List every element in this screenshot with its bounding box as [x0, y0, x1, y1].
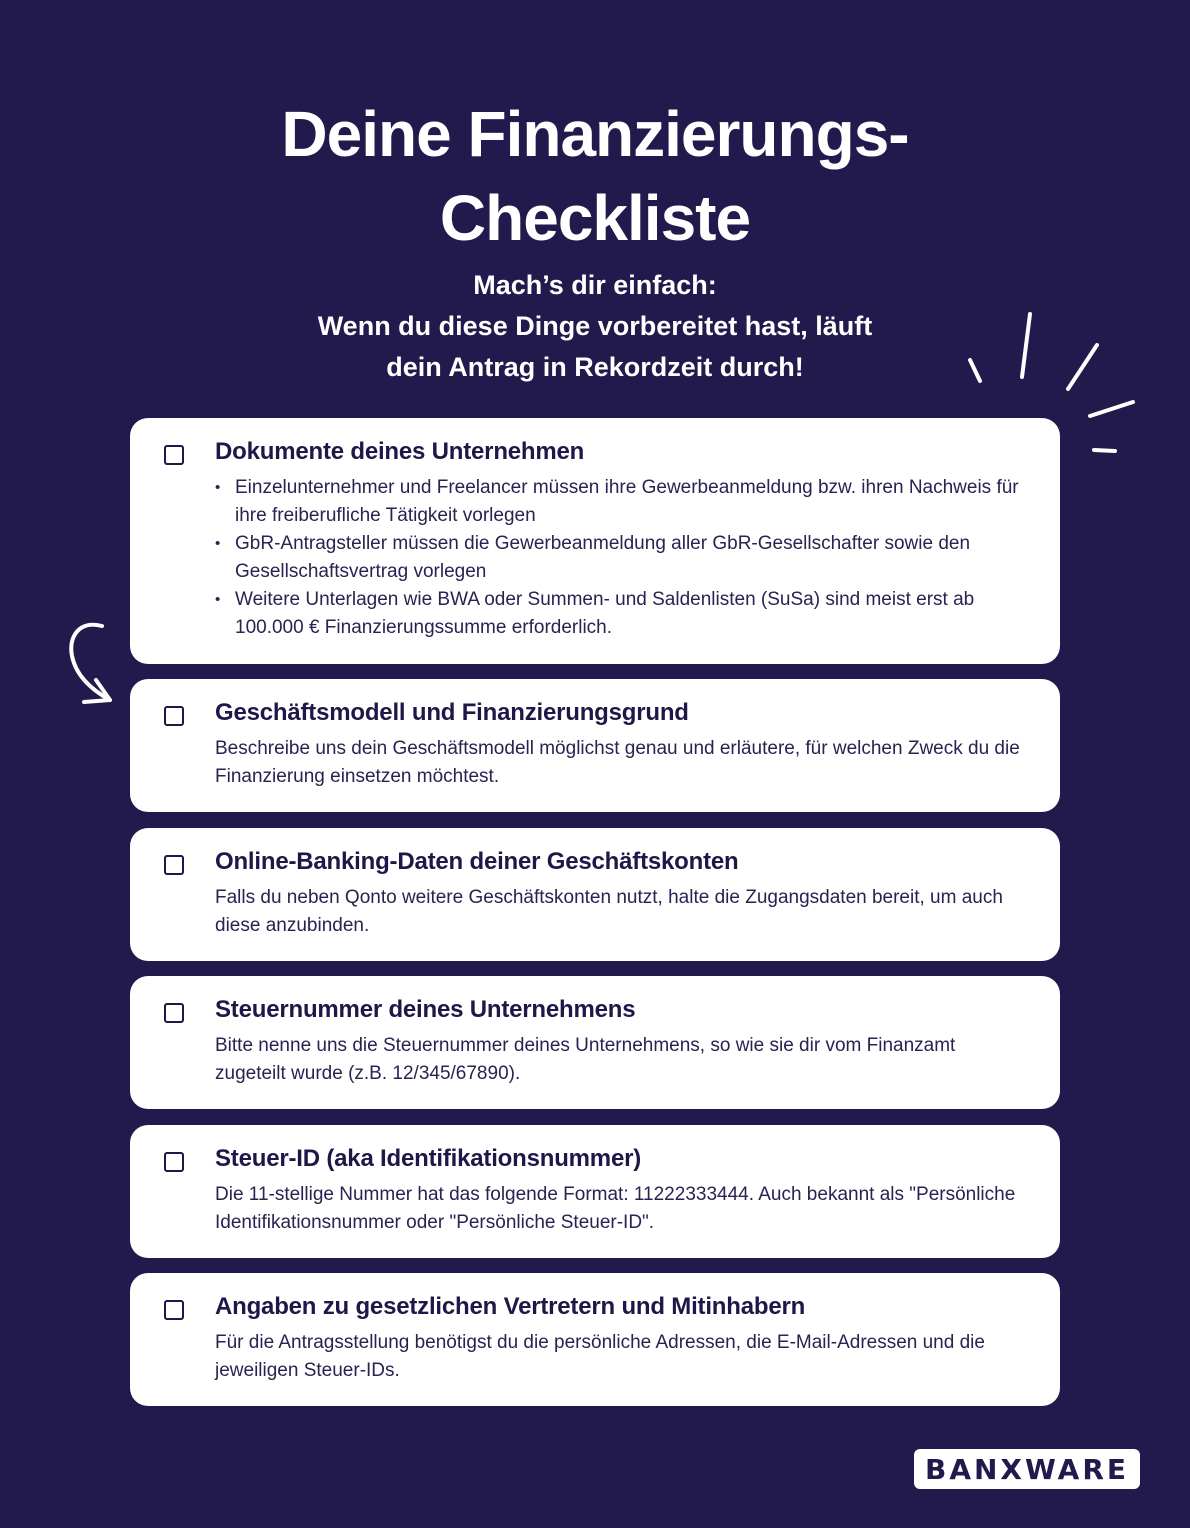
item-title-online-banking: Online-Banking-Daten deiner Geschäftskonten: [215, 848, 739, 875]
checkbox-online-banking[interactable]: [164, 855, 184, 875]
checklist-item-online-banking: [130, 828, 1060, 961]
checklist-item-tax-id: [130, 1125, 1060, 1258]
checklist-item-tax-number: [130, 976, 1060, 1109]
checkbox-tax-number[interactable]: [164, 1003, 184, 1023]
item-title-tax-id: Steuer-ID (aka Identifikationsnummer): [215, 1145, 642, 1172]
checklist-item-business-model: [130, 679, 1060, 812]
checkbox-business-model[interactable]: [164, 706, 184, 726]
checkbox-tax-id[interactable]: [164, 1152, 184, 1172]
item-title-representatives: Angaben zu gesetzlichen Vertretern und Mitinhabern: [215, 1293, 806, 1320]
checklist-item-representatives: [130, 1273, 1060, 1406]
subtitle-line-2: Wenn du diese Dinge vorbereitet hast, läuft: [317, 311, 873, 341]
item-text-online-banking: Falls du neben Qonto weitere Geschäftskonten nutzt, halte die Zugangsdaten bereit, um auch diese anzubinden.: [215, 887, 1003, 936]
bullet-item: • Weitere Unterlagen wie BWA oder Summen- und Saldenlisten (SuSa) sind meist erst ab 100.000 € Finanzierungssumme erforderlich.: [215, 586, 1020, 642]
item-title-documents: Dokumente deines Unternehmen: [215, 438, 585, 465]
curved-arrow-icon: [62, 618, 122, 708]
item-text-tax-id: Die 11-stellige Nummer hat das folgende Format: 11222333444. Auch bekannt als "Persönliche Identifikationsnummer oder "Persönliche Steuer-ID".: [215, 1184, 1016, 1233]
item-bullets-documents: [215, 474, 1020, 642]
bullet-item: • Einzelunternehmer und Freelancer müssen ihre Gewerbeanmeldung bzw. ihren Nachweis für ihre freiberufliche Tätigkeit vorlegen: [215, 474, 1020, 530]
page-title-line-1: Deine Finanzierungs-: [281, 98, 909, 170]
item-text-representatives: Für die Antragsstellung benötigst du die persönliche Adressen, die E-Mail-Adressen und die jeweiligen Steuer-IDs.: [215, 1332, 985, 1381]
item-title-tax-number: Steuernummer deines Unternehmens: [215, 996, 636, 1023]
subtitle-line-3: dein Antrag in Rekordzeit durch!: [386, 352, 804, 382]
item-text-business-model: Beschreibe uns dein Geschäftsmodell möglichst genau und erläutere, für welchen Zweck du die Finanzierung einsetzen möchtest.: [215, 738, 1020, 787]
item-title-business-model: Geschäftsmodell und Finanzierungsgrund: [215, 699, 689, 726]
logo-text: BANXWARE: [914, 1449, 1140, 1489]
banxware-logo: [914, 1449, 1140, 1489]
checkbox-documents[interactable]: [164, 445, 184, 465]
checklist-item-documents: [130, 418, 1060, 664]
page-title-line-2: Checkliste: [439, 182, 751, 254]
subtitle-line-1: Mach’s dir einfach:: [473, 270, 717, 300]
item-text-tax-number: Bitte nenne uns die Steuernummer deines Unternehmens, so wie sie dir vom Finanzamt zugeteilt wurde (z.B. 12/345/67890).: [215, 1035, 956, 1084]
checkbox-representatives[interactable]: [164, 1300, 184, 1320]
bullet-item: • GbR-Antragsteller müssen die Gewerbeanmeldung aller GbR-Gesellschafter sowie den Gesellschaftsvertrag vorlegen: [215, 530, 1020, 586]
page-title: [0, 92, 1190, 260]
